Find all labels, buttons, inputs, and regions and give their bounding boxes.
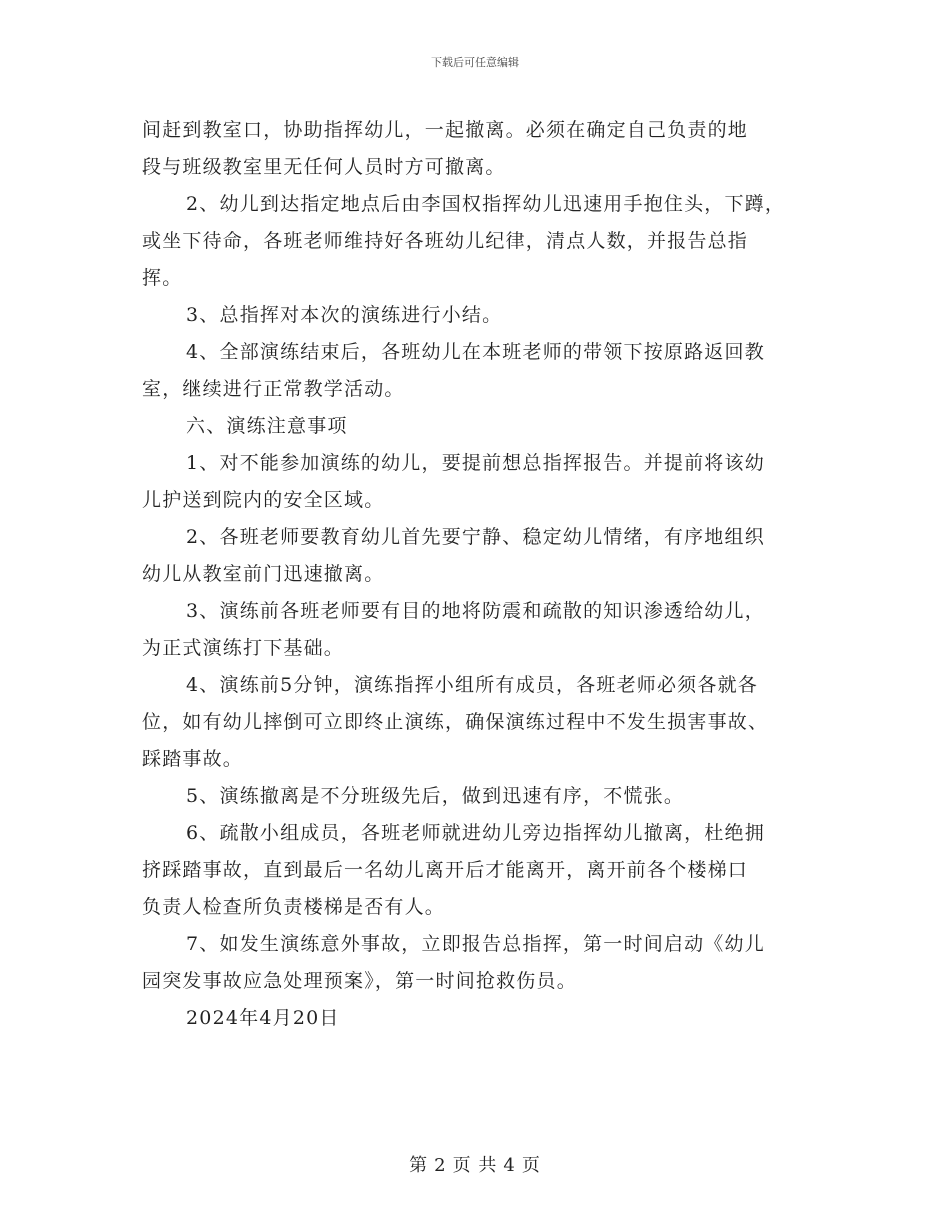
text-line: 5、演练撤离是不分班级先后，做到迅速有序，不慌张。 — [186, 785, 685, 807]
total-pages-number: 4 — [503, 1155, 516, 1176]
page-label-prefix: 第 — [409, 1155, 429, 1176]
text-line: 踩踏事故。 — [142, 748, 244, 770]
page-label-mid: 页 共 — [452, 1155, 498, 1176]
text-line: 1、对不能参加演练的幼儿，要提前想总指挥报告。并提前将该幼 — [186, 452, 765, 474]
text-line: 园突发事故应急处理预案》，第一时间抢救伤员。 — [142, 970, 577, 992]
text-line: 6、疏散小组成员，各班老师就进幼儿旁边指挥幼儿撤离，杜绝拥 — [186, 822, 765, 844]
text-line: 挤踩踏事故，直到最后一名幼儿离开后才能离开，离开前各个楼梯口 — [142, 859, 749, 881]
text-line: 3、演练前各班老师要有目的地将防震和疏散的知识渗透给幼儿， — [186, 600, 765, 622]
body-text — [142, 112, 832, 1037]
header-note: 下载后可任意编辑 — [431, 56, 519, 69]
page-footer — [0, 1151, 950, 1177]
text-line: 2、幼儿到达指定地点后由李国权指挥幼儿迅速用手抱住头，下蹲， — [186, 193, 786, 215]
section-heading: 六、演练注意事项 — [186, 415, 348, 437]
text-line: 挥。 — [142, 267, 183, 289]
document-body — [142, 112, 832, 1037]
document-date: 2024年4月20日 — [186, 1007, 340, 1029]
text-line: 2、各班老师要教育幼儿首先要宁静、稳定幼儿情绪，有序地组织 — [186, 526, 765, 548]
text-line: 间赶到教室口，协助指挥幼儿，一起撤离。必须在确定自己负责的地 — [142, 119, 749, 141]
text-line: 幼儿从教室前门迅速撤离。 — [142, 563, 385, 585]
text-line: 或坐下待命，各班老师维持好各班幼儿纪律，清点人数，并报告总指 — [142, 230, 749, 252]
text-line: 室，继续进行正常教学活动。 — [142, 378, 405, 400]
text-line: 位，如有幼儿摔倒可立即终止演练，确保演练过程中不发生损害事故、 — [142, 711, 769, 733]
text-line: 7、如发生演练意外事故，立即报告总指挥，第一时间启动《幼儿 — [186, 933, 765, 955]
text-line: 负责人检查所负责楼梯是否有人。 — [142, 896, 446, 918]
text-line: 4、全部演练结束后，各班幼儿在本班老师的带领下按原路返回教 — [186, 341, 765, 363]
text-line: 3、总指挥对本次的演练进行小结。 — [186, 304, 503, 326]
text-line: 4、演练前5分钟，演练指挥小组所有成员，各班老师必须各就各 — [186, 674, 758, 696]
text-line: 为正式演练打下基础。 — [142, 637, 345, 659]
page-label-suffix: 页 — [521, 1155, 541, 1176]
text-line: 儿护送到院内的安全区域。 — [142, 489, 385, 511]
current-page-number: 2 — [434, 1155, 447, 1176]
text-line: 段与班级教室里无任何人员时方可撤离。 — [142, 156, 506, 178]
